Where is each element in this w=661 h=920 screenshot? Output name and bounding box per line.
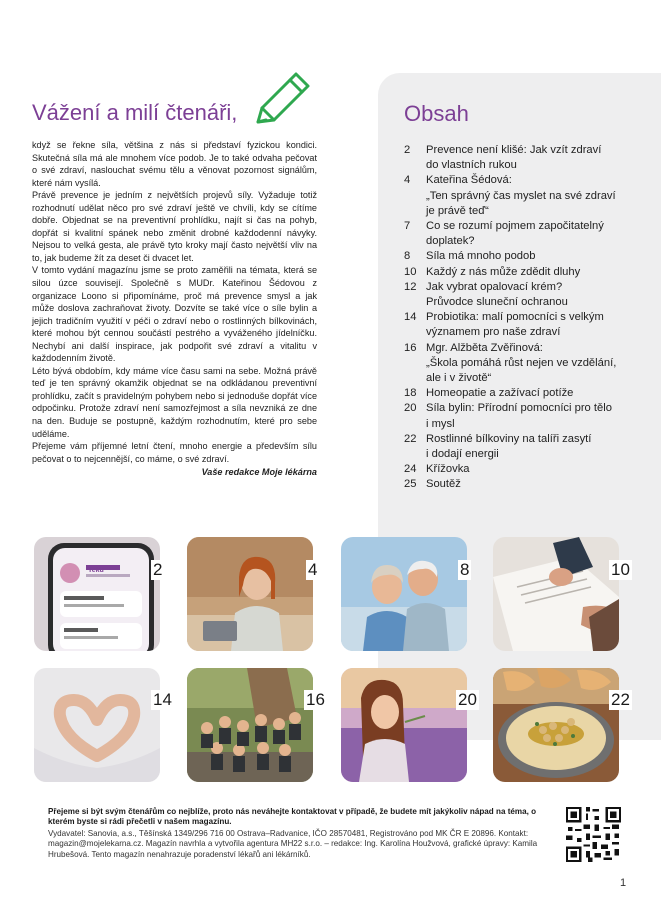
thumbnail-page-number: 22 xyxy=(611,690,630,709)
thumbnail-school-group[interactable] xyxy=(187,668,313,782)
thumbnail-page-number: 20 xyxy=(458,690,477,709)
thumbnail-heart-hands[interactable] xyxy=(34,668,160,782)
toc-item-title: Soutěž xyxy=(426,478,461,491)
school-group-photo xyxy=(187,668,313,782)
documents-photo xyxy=(493,537,619,651)
toc-title: Obsah xyxy=(404,101,469,126)
toc-item-title: Každý z nás může zdědit dluhy xyxy=(426,265,581,278)
toc-item-title: Homeopatie a zažívací potíže xyxy=(426,387,574,400)
phone-app-name: Teku xyxy=(88,567,104,574)
thumbnail-seniors[interactable] xyxy=(341,537,467,651)
toc-item[interactable] xyxy=(404,341,654,387)
toc-page-number: 24 xyxy=(404,463,417,476)
toc-item-title: Síla má mnoho podob xyxy=(426,250,536,263)
letter-paragraph: V tomto vydání magazínu jsme se proto zaměřili na témata, která se silou úzce souvisejí. Společně s MUDr. Kateřinou Šédovou z organizace Loono si připomínáme, proč má prevence smysl a jak může doslova zachraňovat životy. Dozvíte se také více o síle bylin a jejich tradičním využití v péči o zdraví nebo o rostlinných bílkovinách, které mohou být cennou součástí pestrého a vyváženého jídelníčku. Nechybí ani další inspirace, jak podpořit své zdraví a vitalitu v každodenním životě. xyxy=(32,265,317,364)
toc-page-number: 18 xyxy=(404,387,417,400)
toc-item[interactable] xyxy=(404,219,654,249)
toc-item-title: Jak vybrat opalovací krém? Průvodce sluneční ochranou xyxy=(426,280,568,309)
toc-page-number: 22 xyxy=(404,432,417,445)
phone-app-image xyxy=(34,537,160,651)
letter-signature: Vaše redakce Moje lékárna xyxy=(201,467,317,478)
toc-item[interactable] xyxy=(404,280,654,310)
thumbnail-page-number: 16 xyxy=(306,690,325,709)
thumbnail-page-number: 4 xyxy=(308,560,318,579)
toc-page-number: 8 xyxy=(404,250,411,263)
toc-item-title: Probiotika: malí pomocníci s velkým významem pro naše zdraví xyxy=(426,311,604,339)
toc-item-title: Prevence není klišé: Jak vzít zdraví do vlastních rukou xyxy=(426,144,602,172)
thumbnail-page-number: 14 xyxy=(153,690,172,709)
toc-page-number: 2 xyxy=(404,144,411,156)
toc-item[interactable] xyxy=(404,462,654,477)
pencil-icon xyxy=(252,68,312,130)
thumbnail-page-number: 2 xyxy=(153,560,163,579)
toc-page-number: 20 xyxy=(404,402,417,415)
thumbnail-hummus[interactable] xyxy=(493,668,619,782)
toc-item[interactable] xyxy=(404,477,654,492)
toc-item-title: Co se rozumí pojmem započitatelný doplatek? xyxy=(426,220,604,248)
interview-photo xyxy=(187,537,313,651)
toc-item-title: Mgr. Alžběta Zvěřinová: „Škola pomáhá růst nejen ve vzdělání, ale i v životě“ xyxy=(426,341,617,385)
toc-item[interactable] xyxy=(404,143,654,173)
letter-paragraph: Přejeme vám příjemné letní čtení, mnoho energie a především sílu pečovat o to nejcennější, co máme, o své zdraví. xyxy=(32,441,317,464)
toc-list xyxy=(404,143,654,493)
toc-item[interactable] xyxy=(404,401,654,431)
contact-invitation: Přejeme si být svým čtenářům co nejblíže, proto nás neváhejte kontaktovat v případě, že budete mít jakýkoliv nápad na téma, o kterém byste si rádi přečetli v našem magazínu. xyxy=(48,807,537,827)
heart-hands-photo xyxy=(34,668,160,782)
lavender-photo xyxy=(341,668,467,782)
toc-page-number: 7 xyxy=(404,220,411,233)
toc-item[interactable] xyxy=(404,432,654,462)
hummus-photo xyxy=(493,668,619,782)
toc-item-title: Rostlinné bílkoviny na talíři zasytí i dodají energii xyxy=(426,432,592,461)
greeting-heading: Vážení a milí čtenáři, xyxy=(32,100,238,125)
toc-item-title: Síla bylin: Přírodní pomocníci pro tělo i mysl xyxy=(426,402,612,430)
qr-code-icon[interactable] xyxy=(566,807,621,862)
letter-paragraph: když se řekne síla, většina z nás si představí fyzickou kondici. Skutečná síla má ale mnohem více podob. Je to také odvaha pečovat o své zdraví, naslouchat svému tělu a věnovat pozornost signálům, které nám vysílá. xyxy=(32,140,317,188)
publisher-imprint: Vydavatel: Sanovia, a.s., Těšínská 1349/296 716 00 Ostrava–Radvanice, IČO 28570481, Registrováno pod MK ČR E 20896. Kontakt: magazin@mojelekarna.cz. Magazín navrhla a vytvořila agentura MH22 s.r.o. – redakce: Ing. Karolína Houžvová, grafické úpravy: Kamila Hrubešová. Tento magazín nenahrazuje poradenství lékařů ani lékárníků. xyxy=(48,829,538,859)
toc-item[interactable] xyxy=(404,249,654,264)
toc-page-number: 10 xyxy=(404,265,417,278)
thumbnail-page-number: 8 xyxy=(460,560,470,579)
editorial-letter xyxy=(32,139,317,479)
seniors-photo xyxy=(341,537,467,651)
toc-page-number: 4 xyxy=(404,174,411,187)
toc-item-title: Křížovka xyxy=(426,463,470,476)
toc-page-number: 25 xyxy=(404,478,417,491)
thumbnail-phone-app[interactable] xyxy=(34,537,160,651)
toc-page-number: 14 xyxy=(404,311,417,324)
thumbnail-interview-woman[interactable] xyxy=(187,537,313,651)
toc-item[interactable] xyxy=(404,310,654,340)
toc-page-number: 12 xyxy=(404,280,417,293)
toc-item[interactable] xyxy=(404,386,654,401)
thumbnail-documents[interactable] xyxy=(493,537,619,651)
toc-page-number: 16 xyxy=(404,341,417,354)
thumbnail-lavender[interactable] xyxy=(341,668,467,782)
toc-item-title: Kateřina Šédová: „Ten správný čas myslet na své zdraví je právě teď“ xyxy=(426,174,616,217)
letter-paragraph: Léto bývá obdobím, kdy máme více času sami na sebe. Možná právě teď je ten správný okamžik objednat se na odkládanou preventivní prohlídku, začít s pravidelným pohybem nebo si jednoduše dopřát více odpočinku. Protože zdraví není samozřejmost a síla nevzniká ze dne na den. Buduje se postupně, každým rozhodnutím, které pro sebe uděláme. xyxy=(32,365,317,439)
letter-paragraph: Právě prevence je jedním z největších projevů síly. Vyžaduje totiž rozhodnutí udělat něco pro své zdraví ještě ve chvíli, kdy se cítíme dobře. Objednat se na preventivní prohlídku, najít si čas na pohyb, dopřát si kvalitní spánek nebo změnit drobné každodenní návyky. Nejsou to velká gesta, ale právě tyto kroky mají často největší vliv na to, jak budeme žít za deset či dvacet let. xyxy=(32,190,317,263)
thumbnail-page-number: 10 xyxy=(611,560,630,579)
toc-item[interactable] xyxy=(404,173,654,219)
toc-item[interactable] xyxy=(404,265,654,280)
page-number: 1 xyxy=(620,877,627,889)
